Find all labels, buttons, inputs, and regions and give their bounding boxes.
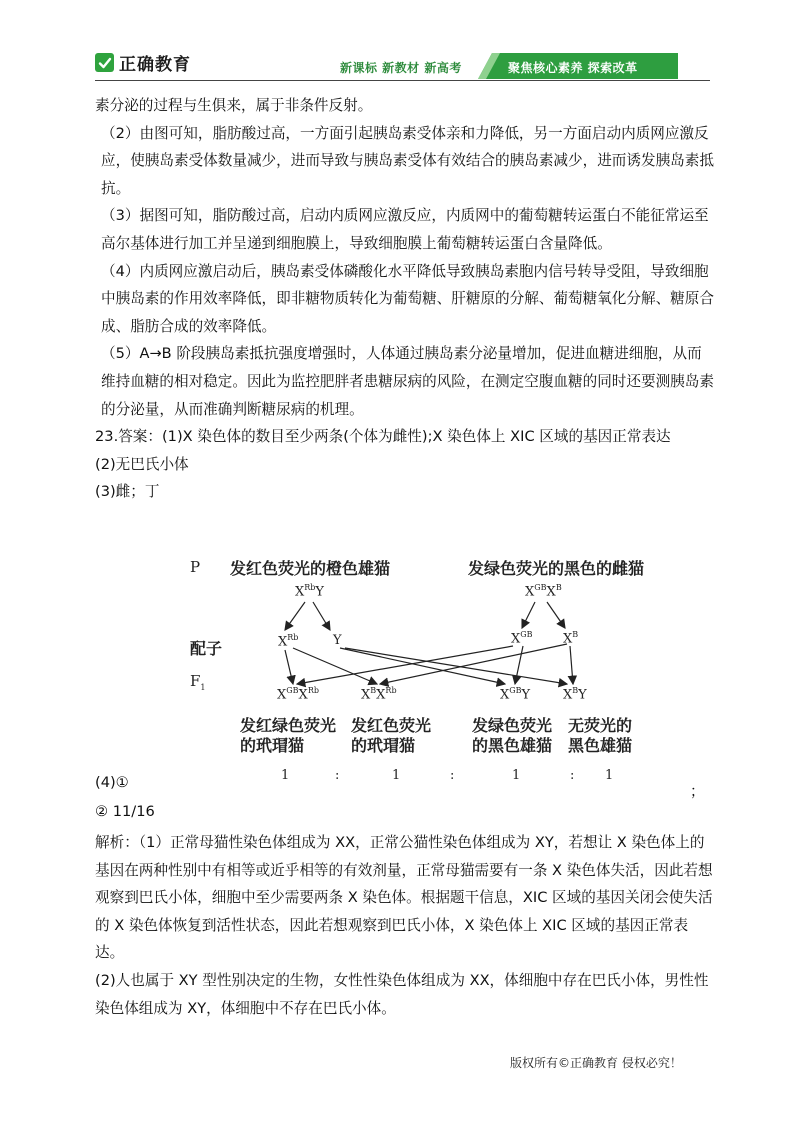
answer-line: 23.答案：(1)X 染色体的数目至少两条(个体为雌性);X 染色体上 XIC 区域的基因正常表达 bbox=[95, 428, 671, 446]
offspring-label-3: 发绿色荧光 的黑色雄猫 bbox=[472, 716, 553, 755]
paragraph: 素分泌的过程与生俱来，属于非条件反射。 bbox=[95, 97, 373, 114]
answer-4b: ② 11/16 bbox=[95, 803, 155, 820]
gamete-male-y: Y bbox=[333, 633, 342, 648]
offspring-genotype-1: $X^{GB}X^{Rb}$ bbox=[277, 686, 319, 703]
paragraph: （2）由图可知，脂肪酸过高，一方面引起胰岛素受体亲和力降低，另一方面启动内质网应激反应，使胰岛素受体数量减少，进而导致与胰岛素受体有效结合的胰岛素减少，进而诱发胰岛素抵抗。 bbox=[101, 124, 714, 197]
logo bbox=[95, 50, 191, 75]
ratio-colon: : bbox=[335, 768, 340, 783]
genetic-cross-diagram bbox=[185, 550, 665, 790]
offspring-genotype-2: $X^BX^{Rb}$ bbox=[361, 686, 397, 703]
answer-4-end: ； bbox=[690, 783, 705, 800]
offspring-label-1: 发红绿色荧光 的玳瑁猫 bbox=[240, 716, 337, 755]
male-genotype: $X^{Rb}Y$ bbox=[295, 583, 325, 600]
check-icon bbox=[95, 53, 114, 72]
paragraph: （4）内质网应激启动后，胰岛素受体磷酸化水平降低导致胰岛素胞内信号转导受阻，导致细胞中胰岛素的作用效率降低，即非糖物质转化为葡萄糖、肝糖原的分解、葡萄糖氧化分解、糖原合成、脂肪合成的效率降低。 bbox=[101, 262, 714, 335]
slogan-left: 新课标 新教材 新高考 bbox=[340, 61, 462, 75]
slogan-right: 聚焦核心素养 探索改革 bbox=[508, 61, 638, 75]
p-label: P bbox=[190, 558, 201, 576]
page-content bbox=[95, 92, 715, 506]
f1-label: $F_1$ bbox=[190, 672, 206, 692]
offspring-label-4: 无荧光的 黑色雄猫 bbox=[568, 716, 633, 755]
answer-4: (4)① bbox=[95, 774, 129, 791]
header-divider bbox=[95, 80, 710, 81]
analysis bbox=[95, 829, 715, 1022]
offspring-genotype-4: $X^BY$ bbox=[563, 686, 587, 703]
ratio-value: 1 bbox=[281, 768, 290, 783]
female-parent-label: 发绿色荧光的黑色的雌猫 bbox=[468, 559, 645, 578]
ratio-value: 1 bbox=[605, 768, 614, 783]
page-header bbox=[0, 0, 800, 84]
ratio-value: 1 bbox=[512, 768, 521, 783]
answer-line: (2)无巴氏小体 bbox=[95, 455, 189, 473]
paragraph: （5）A→B 阶段胰岛素抵抗强度增强时，人体通过胰岛素分泌量增加，促进血糖进细胞，从而维持血糖的相对稳定。因此为监控肥胖者患糖尿病的风险，在测定空腹血糖的同时还要测胰岛素的分泌量，从而准确判断糖尿病的机理。 bbox=[101, 345, 714, 418]
offspring-genotype-3: $X^{GB}Y$ bbox=[500, 686, 531, 703]
male-parent-label: 发红色荧光的橙色雄猫 bbox=[230, 559, 391, 578]
ratio-colon: : bbox=[450, 768, 455, 783]
offspring-label-2: 发红色荧光 的玳瑁猫 bbox=[351, 716, 432, 755]
gamete-female-xb: $X^B$ bbox=[563, 630, 579, 647]
analysis-paragraph: (2)人也属于 XY 型性别决定的生物，女性性染色体组成为 XX，体细胞中存在巴氏小体，男性性染色体组成为 XY，体细胞中不存在巴氏小体。 bbox=[95, 971, 709, 1017]
ratio-value: 1 bbox=[392, 768, 401, 783]
answer-line: (3)雌；丁 bbox=[95, 483, 160, 501]
female-genotype: $X^{GB}X^B$ bbox=[525, 583, 562, 600]
footer-copyright: 版权所有©正确教育 侵权必究！ bbox=[510, 1056, 682, 1070]
ratio-colon: : bbox=[570, 768, 575, 783]
gamete-label: 配子 bbox=[190, 639, 223, 658]
gamete-female-xgb: $X^{GB}$ bbox=[511, 630, 533, 647]
paragraph: （3）据图可知，脂防酸过高，启动内质网应激反应，内质网中的葡萄糖转运蛋白不能征常运至高尔基体进行加工并呈递到细胞膜上，导致细胞膜上葡萄糖转运蛋白含量降低。 bbox=[101, 207, 709, 252]
logo-text: 正确教育 bbox=[119, 55, 191, 75]
gamete-male-x: $X^{Rb}$ bbox=[278, 633, 299, 650]
analysis-paragraph: 解析：（1）正常母猫性染色体组成为 XX，正常公猫性染色体组成为 XY，若想让 X 染色体上的基因在两种性别中有相等或近乎相等的有效剂量，正常母猫需要有一条 X 染色体失活，因此若想观察到巴氏小体，细胞中至少需要两条 X 染色体。根据题干信息，XIC 区域的基因关闭会使失活的 X 染色体恢复到活性状态，因此若想观察到巴氏小体，X 染色体上 XIC 区域的基因正常表达。 bbox=[95, 834, 713, 962]
